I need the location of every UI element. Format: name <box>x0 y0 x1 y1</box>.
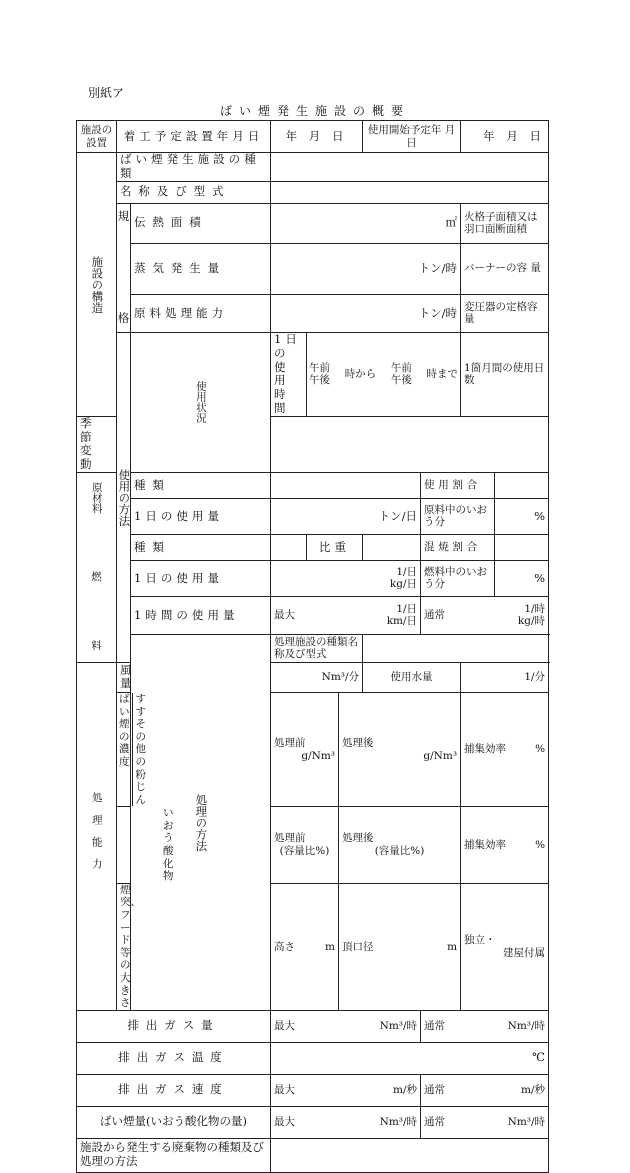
top-dia-unit: m <box>447 940 458 953</box>
fuel-daily-unit-1: 1/日 <box>396 565 418 578</box>
water-unit[interactable]: 1/分 <box>461 662 549 692</box>
burner-label: バーナーの容 量 <box>461 243 549 294</box>
fuel-daily-unit-2: kg/日 <box>389 578 418 591</box>
gas-speed-normal[interactable] <box>421 1074 549 1106</box>
status-label: 使用状況 <box>131 332 271 472</box>
capacity-label <box>77 662 117 1010</box>
hours-label: 1日の使用時間 <box>271 332 307 416</box>
gas-volume-label: 排出ガス量 <box>77 1010 271 1042</box>
sulfur-raw-label: 原料中のいおう分 <box>421 498 495 534</box>
waste-label: 施設から発生する廃棄物の種類及び処理の方法 <box>77 1138 271 1172</box>
hourly-max-label: 最大 <box>274 609 296 622</box>
facility-form-table <box>76 120 549 1173</box>
hourly-unit-3: 1/時 <box>524 602 546 615</box>
annex-label: 別紙ア <box>88 86 125 100</box>
specific-gravity-label: 比重 <box>307 534 363 560</box>
sox-before[interactable] <box>271 807 339 884</box>
name-value[interactable] <box>271 181 549 203</box>
season-label: 季節変動 <box>77 416 117 472</box>
sulfur-raw-unit[interactable]: % <box>495 498 549 534</box>
use-start-label: 使用開始予定年 月 日 <box>363 121 461 153</box>
sox-after-unit: (容量比%) <box>374 845 425 858</box>
soot-efficiency-unit: % <box>535 743 546 756</box>
facility-value[interactable] <box>363 634 549 662</box>
sox-efficiency[interactable] <box>461 807 549 884</box>
soot-after[interactable] <box>339 692 461 806</box>
height-label: 高さ <box>274 940 296 953</box>
stack-height[interactable] <box>271 883 339 1010</box>
gas-temp-label: 排出ガス温度 <box>77 1042 271 1074</box>
hourly-label: 1時間の使用量 <box>131 596 271 634</box>
heat-area-unit[interactable]: ㎡ <box>271 203 461 243</box>
sox-label: いおう酸化物 <box>117 807 131 884</box>
capacity-label-text: 処理能力 <box>90 792 103 881</box>
steam-label: 蒸気発生量 <box>131 243 271 294</box>
fuel-daily-unit[interactable] <box>271 560 421 596</box>
gas-speed-label: 排出ガス速度 <box>77 1074 271 1106</box>
days-label: 1箇月間の使用日数 <box>461 332 549 416</box>
gas-speed-normal-label: 通常 <box>424 1083 446 1096</box>
form-title: ばい煙発生施設の概要 <box>219 104 410 118</box>
season-value[interactable] <box>271 416 549 472</box>
hourly-unit-4: kg/時 <box>517 615 546 628</box>
smoke-amount-normal-unit: Nm³/時 <box>507 1115 546 1128</box>
smoke-amount-normal[interactable] <box>421 1106 549 1138</box>
start-date-value[interactable]: 年 月 日 <box>271 121 363 153</box>
stack-type[interactable] <box>461 883 549 1010</box>
daily-use-label: 1日の使用量 <box>131 498 271 534</box>
soot-label: すすその他の粉じん <box>135 692 146 806</box>
sox-after-label: 処理後 <box>342 832 374 845</box>
sox-before-unit: (容量比%) <box>279 845 330 858</box>
gas-volume-normal-label: 通常 <box>424 1019 446 1032</box>
start-date-label: 着工予定設置年月日 <box>117 121 271 153</box>
location-label: 施設の設置 <box>77 121 117 153</box>
hourly-unit-2: km/日 <box>386 615 418 628</box>
smoke-amount-max[interactable] <box>271 1106 421 1138</box>
kind-label: ばい煙発生施設の種類 <box>117 153 271 182</box>
waste-value[interactable] <box>271 1138 549 1172</box>
kind-value[interactable] <box>271 153 549 182</box>
attached-label: 建屋付属 <box>503 946 546 959</box>
water-label: 使用水量 <box>363 662 461 692</box>
stack-top-dia[interactable] <box>339 883 461 1010</box>
height-unit: m <box>325 940 336 953</box>
fuel-daily-label: 1日の使用量 <box>131 560 271 596</box>
hourly-max[interactable] <box>271 596 421 634</box>
fuel-label: 燃 <box>91 570 102 583</box>
gas-volume-max-unit: Nm³/時 <box>379 1019 418 1032</box>
hours-pm-1: 午後 <box>309 374 331 387</box>
air-volume-label: 風量 <box>117 662 131 692</box>
gas-volume-max-label: 最大 <box>274 1019 296 1032</box>
smoke-amount-normal-label: 通常 <box>424 1115 446 1128</box>
mix-ratio-label: 混焼割合 <box>421 534 495 560</box>
hours-am-2: 午前 <box>390 361 412 374</box>
hourly-unit-1: 1/日 <box>396 602 418 615</box>
gas-speed-max[interactable] <box>271 1074 421 1106</box>
usage-section-label: 使用の方法 <box>117 332 131 662</box>
smoke-amount-label: ばい煙量(いおう酸化物の量) <box>77 1106 271 1138</box>
gas-speed-normal-unit: m/秒 <box>521 1083 546 1096</box>
structure-section-label: 施設の構造 <box>77 153 117 417</box>
hours-until: 時まで <box>426 368 459 381</box>
spec-label-bottom: 格 <box>117 310 130 325</box>
sox-efficiency-label: 捕集効率 <box>464 838 507 851</box>
raw-label: 原料処理能力 <box>131 294 271 332</box>
daily-use-unit[interactable]: トン/日 <box>271 498 421 534</box>
gas-volume-normal-unit: Nm³/時 <box>507 1019 546 1032</box>
heat-area-label: 伝熱面積 <box>131 203 271 243</box>
smoke-conc-label: ばい煙の濃度 <box>117 693 133 806</box>
gas-temp-unit[interactable]: ℃ <box>271 1042 549 1074</box>
independent-label: 独立・ <box>464 934 496 947</box>
soot-row-label <box>117 692 146 806</box>
soot-after-unit: g/Nm³ <box>423 749 458 762</box>
hours-pm-2: 午後 <box>390 374 412 387</box>
materials-label-a: 原材料 <box>90 482 103 514</box>
grate-label: 火格子面積又は羽口面断面積 <box>461 203 549 243</box>
air-volume-unit[interactable]: Nm³/分 <box>271 662 363 692</box>
soot-before[interactable] <box>271 692 339 806</box>
use-ratio-value[interactable] <box>495 472 549 498</box>
raw-kind-label: 種類 <box>131 472 271 498</box>
gas-speed-max-label: 最大 <box>274 1083 296 1096</box>
gas-volume-max[interactable] <box>271 1010 421 1042</box>
smoke-amount-max-unit: Nm³/時 <box>379 1115 418 1128</box>
soot-before-label: 処理前 <box>274 737 306 750</box>
gas-speed-max-unit: m/秒 <box>393 1083 418 1096</box>
materials-label <box>77 472 117 662</box>
sox-efficiency-unit: % <box>535 838 546 851</box>
sox-before-label: 処理前 <box>274 832 306 845</box>
fuel-kind-label: 種類 <box>131 534 271 560</box>
fuel-kind-value[interactable] <box>271 534 307 560</box>
top-dia-label: 頂口径 <box>342 940 374 953</box>
treatment-section-label: 処理の方法 <box>131 634 271 1010</box>
spec-label-top: 規 <box>117 208 130 223</box>
fuel-label-b: 料 <box>91 639 102 652</box>
fuel-sulfur-unit[interactable]: % <box>495 560 549 596</box>
use-ratio-label: 使用割合 <box>421 472 495 498</box>
fuel-sulfur-label: 燃料中のいおう分 <box>421 560 495 596</box>
soot-before-unit: g/Nm³ <box>301 749 336 762</box>
facility-label: 処理施設の種類名称及び型式 <box>271 634 363 662</box>
steam-unit[interactable]: トン/時 <box>271 243 461 294</box>
soot-after-label: 処理後 <box>342 737 374 750</box>
use-start-value[interactable]: 年 月 日 <box>461 121 549 153</box>
hours-value[interactable] <box>307 332 461 416</box>
stack-label: 煙突、フード等の大きさ <box>117 883 131 1010</box>
spec-label <box>117 203 131 332</box>
transformer-label: 変圧器の定格容量 <box>461 294 549 332</box>
hourly-normal-label: 通常 <box>424 609 446 622</box>
soot-efficiency[interactable] <box>461 692 549 806</box>
hourly-normal[interactable] <box>421 596 549 634</box>
name-label: 名称及び型式 <box>117 181 271 203</box>
raw-unit[interactable]: トン/時 <box>271 294 461 332</box>
gas-volume-normal[interactable] <box>421 1010 549 1042</box>
raw-kind-value[interactable] <box>271 472 421 498</box>
mix-ratio-value[interactable] <box>495 534 549 560</box>
sox-after[interactable] <box>339 807 461 884</box>
soot-efficiency-label: 捕集効率 <box>464 743 507 756</box>
hours-from: 時から <box>344 368 377 381</box>
specific-gravity-value[interactable] <box>363 534 421 560</box>
smoke-amount-max-label: 最大 <box>274 1115 296 1128</box>
hours-am-1: 午前 <box>309 361 331 374</box>
